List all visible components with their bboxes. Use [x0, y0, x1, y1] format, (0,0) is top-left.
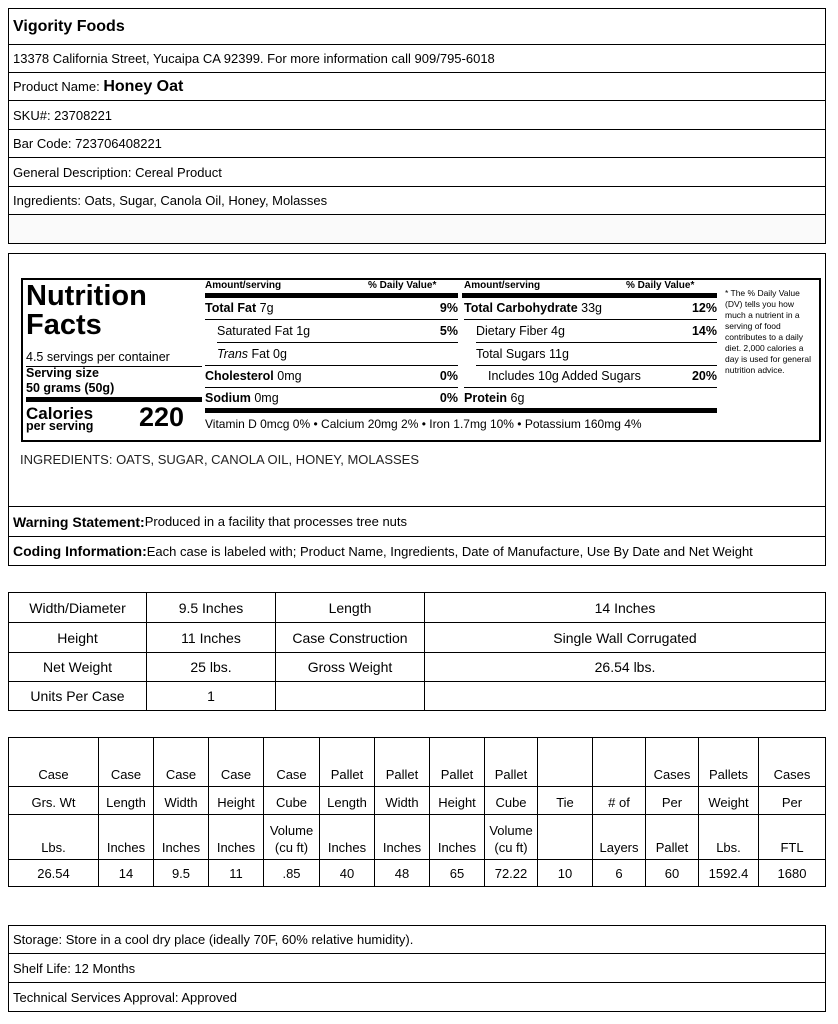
table-cell: Single Wall Corrugated: [425, 623, 826, 653]
table-cell: Case: [264, 738, 320, 787]
amount-header-left: Amount/serving: [205, 280, 282, 291]
table-cell: 48: [375, 860, 430, 887]
product-name-value: Honey Oat: [103, 77, 184, 95]
table-cell: Pallets: [699, 738, 759, 787]
general-description: General Description: Cereal Product: [8, 158, 826, 187]
nutrient-pct: 12%: [691, 301, 717, 315]
table-cell: Case: [99, 738, 154, 787]
case-dimensions-table: [8, 592, 826, 711]
table-cell: Pallet: [430, 738, 485, 787]
nutrient-row: Cholesterol 0mg: [205, 369, 302, 383]
nutrition-title: Nutrition: [26, 280, 147, 312]
table-cell: 11 Inches: [147, 623, 276, 653]
technical-approval: Technical Services Approval: Approved: [8, 983, 826, 1012]
table-cell: Case Construction: [276, 623, 425, 653]
product-info-block: [8, 8, 826, 244]
table-cell: [276, 682, 425, 711]
table-cell: Volume (cu ft): [485, 815, 538, 860]
table-cell: Per: [759, 787, 826, 815]
nutrition-facts-label: [21, 278, 821, 442]
nutrient-pct: 0%: [439, 391, 458, 405]
table-cell: Lbs.: [699, 815, 759, 860]
company-name: Vigority Foods: [8, 8, 826, 45]
amount-header-right: Amount/serving: [464, 280, 541, 291]
nutrient-row: Total Carbohydrate 33g: [464, 301, 603, 315]
nutrient-pct: 20%: [691, 369, 717, 383]
table-cell: Tie: [538, 787, 593, 815]
ingredients-uppercase: INGREDIENTS: OATS, SUGAR, CANOLA OIL, HONEY, MOLASSES: [20, 452, 420, 467]
table-cell: Length: [320, 787, 375, 815]
table-cell: Inches: [209, 815, 264, 860]
coding-information: [8, 537, 826, 566]
nutrient-row: Trans Fat 0g: [217, 347, 287, 361]
table-cell: Inches: [320, 815, 375, 860]
table-row: [9, 653, 826, 682]
storage-block: [8, 925, 826, 1012]
pallet-header-row-1: [9, 738, 826, 787]
coding-label: Coding Information:: [13, 543, 147, 559]
nutrient-row: Sodium 0mg: [205, 391, 279, 405]
table-cell: Net Weight: [9, 653, 147, 682]
table-row: [9, 682, 826, 711]
nutrient-row: Includes 10g Added Sugars: [488, 369, 641, 383]
table-cell: 72.22: [485, 860, 538, 887]
table-cell: FTL: [759, 815, 826, 860]
sku: SKU#: 23708221: [8, 101, 826, 130]
table-cell: [593, 738, 646, 787]
table-cell: 1592.4: [699, 860, 759, 887]
table-cell: Height: [209, 787, 264, 815]
table-cell: Length: [99, 787, 154, 815]
shelf-life: Shelf Life: 12 Months: [8, 954, 826, 983]
table-cell: 11: [209, 860, 264, 887]
table-cell: 14 Inches: [425, 593, 826, 623]
table-cell: Pallet: [646, 815, 699, 860]
table-cell: Height: [9, 623, 147, 653]
pallet-header-row-3: [9, 815, 826, 860]
dv-header-left: % Daily Value*: [368, 280, 437, 291]
table-cell: Width: [375, 787, 430, 815]
table-cell: 6: [593, 860, 646, 887]
calories-label: Calories: [26, 404, 94, 423]
nutrient-row: Saturated Fat 1g: [217, 324, 311, 338]
table-cell: Weight: [699, 787, 759, 815]
table-cell: 25 lbs.: [147, 653, 276, 682]
coding-text: Each case is labeled with; Product Name, Ingredients, Date of Manufacture, Use By Date and Net Weight: [146, 543, 753, 559]
table-cell: Cases: [759, 738, 826, 787]
company-address: 13378 California Street, Yucaipa CA 92399. For more information call 909/795-6018: [8, 45, 826, 73]
table-cell: 9.5 Inches: [147, 593, 276, 623]
table-cell: # of: [593, 787, 646, 815]
pallet-header-row-2: [9, 787, 826, 815]
table-cell: 26.54: [9, 860, 99, 887]
table-cell: Width: [154, 787, 209, 815]
table-cell: Height: [430, 787, 485, 815]
nutrient-row: Dietary Fiber 4g: [476, 324, 565, 338]
table-cell: 60: [646, 860, 699, 887]
table-cell: 1: [147, 682, 276, 711]
product-name-label: Product Name:: [13, 79, 100, 94]
table-cell: [425, 682, 826, 711]
table-row: [9, 593, 826, 623]
statements-block: [8, 507, 826, 566]
serving-size-value: 50 grams (50g): [26, 381, 115, 395]
table-cell: 10: [538, 860, 593, 887]
table-cell: Inches: [99, 815, 154, 860]
table-cell: Inches: [430, 815, 485, 860]
facts-title: Facts: [26, 309, 102, 341]
storage-info: Storage: Store in a cool dry place (ideally 70F, 60% relative humidity).: [8, 925, 826, 954]
table-cell: Per: [646, 787, 699, 815]
table-cell: Inches: [154, 815, 209, 860]
warning-statement: [8, 507, 826, 537]
table-cell: 1680: [759, 860, 826, 887]
table-cell: Layers: [593, 815, 646, 860]
servings-per-container: 4.5 servings per container: [26, 350, 170, 364]
table-cell: 26.54 lbs.: [425, 653, 826, 682]
table-cell: [538, 815, 593, 860]
table-cell: Pallet: [320, 738, 375, 787]
table-cell: Inches: [375, 815, 430, 860]
table-cell: 40: [320, 860, 375, 887]
table-cell: Volume (cu ft): [264, 815, 320, 860]
per-serving-label: per serving: [26, 419, 94, 433]
table-cell: Pallet: [485, 738, 538, 787]
table-cell: [538, 738, 593, 787]
table-cell: Length: [276, 593, 425, 623]
blank-row: [8, 215, 826, 244]
table-cell: 65: [430, 860, 485, 887]
table-cell: Pallet: [375, 738, 430, 787]
table-cell: Case: [209, 738, 264, 787]
table-cell: Cube: [485, 787, 538, 815]
table-cell: Gross Weight: [276, 653, 425, 682]
vitamins-minerals: Vitamin D 0mcg 0% • Calcium 20mg 2% • Iron 1.7mg 10% • Potassium 160mg 4%: [205, 417, 642, 431]
nutrient-pct: 0%: [439, 369, 458, 383]
serving-size-label: Serving size: [26, 366, 99, 380]
table-cell: 14: [99, 860, 154, 887]
nutrient-pct: 9%: [439, 301, 458, 315]
dv-footnote: * The % Daily Value (DV) tells you how much a nutrient in a serving of food contributes to a daily diet. 2,000 calories a day is used for general nutrition advice.: [725, 288, 811, 375]
table-cell: Grs. Wt: [9, 787, 99, 815]
product-name-row: [8, 73, 826, 101]
nutrient-pct: 5%: [439, 324, 458, 338]
table-row: [9, 623, 826, 653]
barcode: Bar Code: 723706408221: [8, 130, 826, 158]
table-cell: Case: [154, 738, 209, 787]
nutrient-row: Protein 6g: [464, 391, 525, 405]
table-cell: Units Per Case: [9, 682, 147, 711]
nutrient-row: Total Fat 7g: [205, 301, 274, 315]
table-cell: Width/Diameter: [9, 593, 147, 623]
pallet-configuration-table: [8, 737, 826, 887]
table-cell: Case: [9, 738, 99, 787]
table-cell: Cases: [646, 738, 699, 787]
table-cell: Lbs.: [9, 815, 99, 860]
warning-label: Warning Statement:: [13, 513, 145, 530]
nutrient-pct: 14%: [691, 324, 717, 338]
table-cell: Cube: [264, 787, 320, 815]
pallet-values-row: [9, 860, 826, 887]
nutrient-row: Total Sugars 11g: [476, 347, 569, 361]
table-cell: 9.5: [154, 860, 209, 887]
ingredients: Ingredients: Oats, Sugar, Canola Oil, Honey, Molasses: [8, 187, 826, 215]
warning-text: Produced in a facility that processes tree nuts: [144, 514, 408, 529]
calories-value: 220: [139, 402, 185, 432]
table-cell: .85: [264, 860, 320, 887]
dv-header-right: % Daily Value*: [626, 280, 695, 291]
nutrition-section: [8, 253, 826, 507]
